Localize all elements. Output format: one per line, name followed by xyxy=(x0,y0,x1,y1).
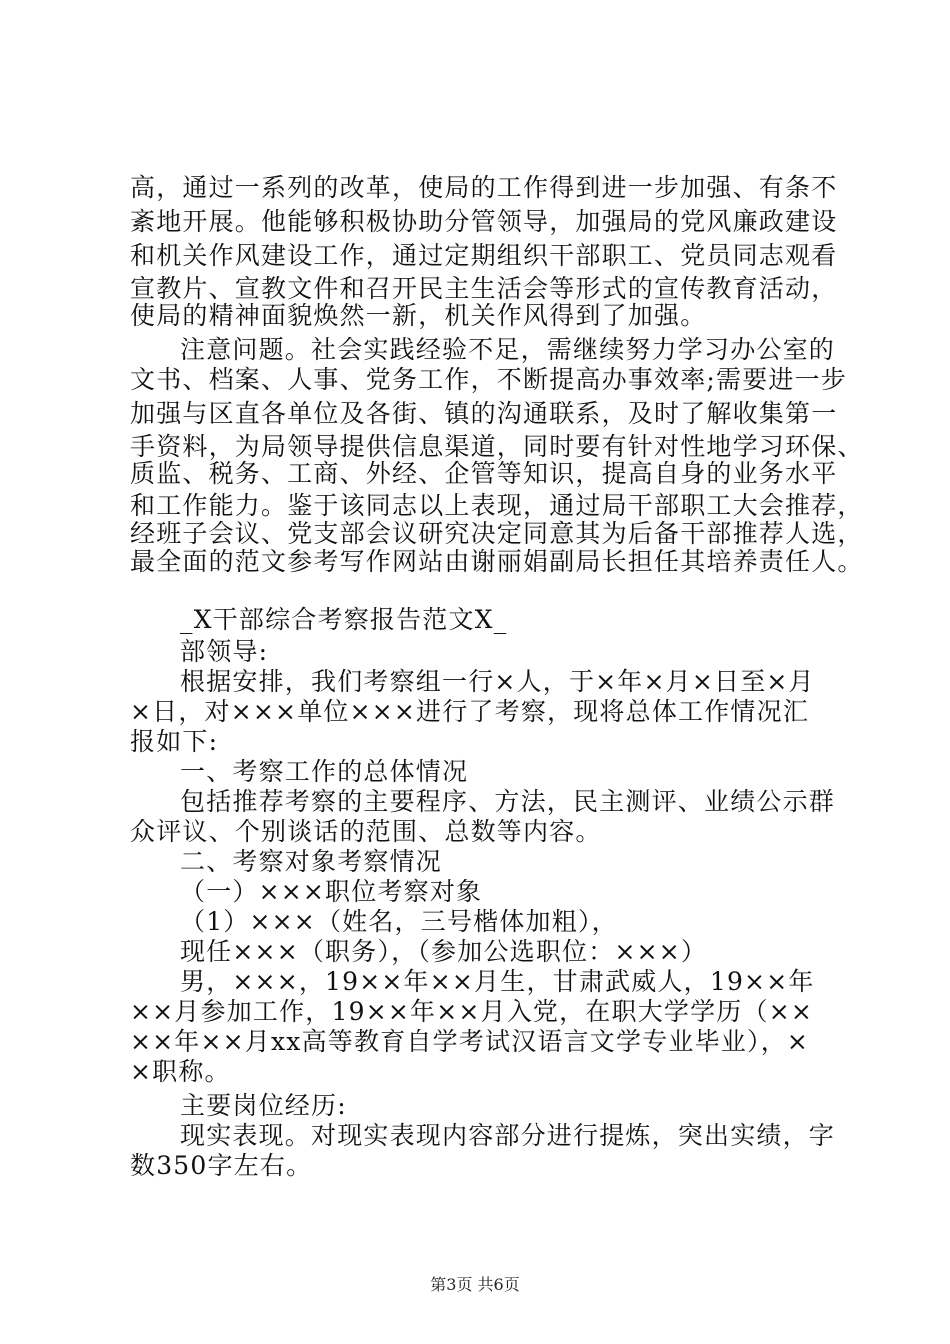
page-footer: 第3页 共6页 xyxy=(430,1275,520,1294)
paragraph-line: 加强与区直各单位及各街、镇的沟通联系，及时了解收集第一 xyxy=(130,399,838,428)
section-title: _X干部综合考察报告范文X_ xyxy=(180,605,508,634)
paragraph-line: 经班子会议、党支部会议研究决定同意其为后备干部推荐人选， xyxy=(130,519,864,548)
paragraph-line: 和工作能力。鉴于该同志以上表现，通过局干部职工大会推荐， xyxy=(130,491,864,520)
paragraph-line: 高，通过一系列的改革，使局的工作得到进一步加强、有条不 xyxy=(130,173,838,202)
paragraph-line: 现实表现。对现实表现内容部分进行提炼，突出实绩，字 xyxy=(180,1121,836,1150)
paragraph-line: 主要岗位经历: xyxy=(180,1091,347,1120)
paragraph-line: 质监、税务、工商、外经、企管等知识，提高自身的业务水平 xyxy=(130,459,838,488)
paragraph-line: 注意问题。社会实践经验不足，需继续努力学习办公室的 xyxy=(180,335,836,364)
paragraph-line: ××月参加工作，19××年××月入党，在职大学学历（×× xyxy=(130,997,813,1026)
paragraph-line: 根据安排，我们考察组一行×人，于×年×月×日至×月 xyxy=(180,667,815,696)
paragraph-line: 报如下: xyxy=(130,727,219,756)
paragraph-line: ××年××月xx高等教育自学考试汉语言文学专业毕业），× xyxy=(130,1027,810,1056)
paragraph-line: 众评议、个别谈话的范围、总数等内容。 xyxy=(130,817,602,846)
paragraph-line: 使局的精神面貌焕然一新，机关作风得到了加强。 xyxy=(130,301,707,330)
paragraph-line: 数350字左右。 xyxy=(130,1151,313,1180)
paragraph-line: 宣教片、宣教文件和召开民主生活会等形式的宣传教育活动， xyxy=(130,274,838,303)
paragraph-line: 最全面的范文参考写作网站由谢丽娟副局长担任其培养责任人。 xyxy=(130,547,864,576)
paragraph-line: 文书、档案、人事、党务工作，不断提高办事效率;需要进一步 xyxy=(130,365,848,394)
paragraph-line: 一、考察工作的总体情况 xyxy=(180,757,469,786)
paragraph-line: 和机关作风建设工作，通过定期组织干部职工、党员同志观看 xyxy=(130,241,838,270)
paragraph-line: 紊地开展。他能够积极协助分管领导，加强局的党风廉政建设 xyxy=(130,207,838,236)
paragraph-line: 现任×××（职务），（参加公选职位：×××） xyxy=(180,937,708,966)
paragraph-line: ×日，对×××单位×××进行了考察，现将总体工作情况汇 xyxy=(130,697,810,726)
paragraph-line: 男，×××，19××年××月生，甘肃武威人，19××年 xyxy=(180,967,815,996)
paragraph-line: 二、考察对象考察情况 xyxy=(180,847,443,876)
paragraph-line: （一）×××职位考察对象 xyxy=(180,877,483,906)
paragraph-line: 包括推荐考察的主要程序、方法，民主测评、业绩公示群 xyxy=(180,787,836,816)
paragraph-line: 部领导: xyxy=(180,637,269,666)
paragraph-line: 手资料，为局领导提供信息渠道，同时要有针对性地学习环保、 xyxy=(130,432,864,461)
paragraph-line: ×职称。 xyxy=(130,1057,231,1086)
paragraph-line: （1）×××（姓名，三号楷体加粗）， xyxy=(180,907,618,936)
